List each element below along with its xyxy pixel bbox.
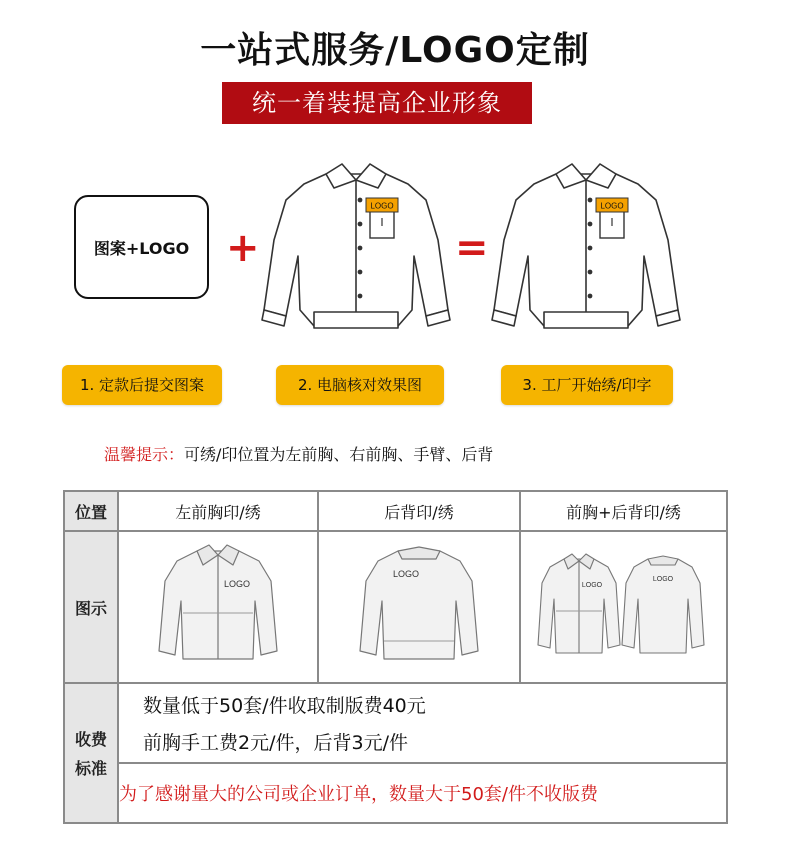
fee-label-line1: 收费 [74, 730, 107, 749]
finished-shirt-illustration [486, 160, 686, 332]
reminder-text [104, 442, 493, 465]
pattern-box-label: 图案+LOGO [93, 238, 190, 258]
jacket-logo-text: LOGO [223, 579, 251, 589]
jacket-logo-text: LOGO [392, 569, 420, 579]
header-left-chest: 左前胸印/绣 [118, 491, 318, 531]
jacket-logo-text: LOGO [581, 582, 602, 589]
chest-and-back-jacket-cell [520, 531, 727, 683]
jacket-logo-text: LOGO [652, 576, 673, 583]
fee-label-line2: 标准 [74, 759, 107, 778]
step-2-badge: 2. 电脑核对效果图 [276, 365, 444, 405]
front-jacket-illustration [153, 541, 283, 669]
shirt-logo-text: LOGO [370, 201, 394, 211]
shirt-with-logo-illustration [256, 160, 456, 332]
header-back: 后背印/绣 [318, 491, 520, 531]
fee-note: 为了感谢量大的公司或企业订单，数量大于50套/件不收版费 [118, 763, 727, 823]
shirt-logo-text: LOGO [600, 201, 624, 211]
fee-details-cell [118, 683, 727, 763]
pattern-logo-box [74, 195, 209, 299]
plus-sign: + [226, 225, 260, 271]
fee-line-2: 前胸手工费2元/件，后背3元/件 [143, 732, 408, 754]
back-jacket-cell [318, 531, 520, 683]
fee-line-1: 数量低于50套/件收取制版费40元 [143, 695, 426, 717]
back-jacket-illustration [354, 541, 484, 669]
image-row-label: 图示 [64, 531, 118, 683]
reminder-label: 温馨提示： [104, 445, 185, 464]
table-note-row [64, 763, 727, 823]
table-fee-row [64, 683, 727, 763]
step-1-badge: 1. 定款后提交图案 [62, 365, 222, 405]
pricing-table [63, 490, 728, 824]
step-3-badge: 3. 工厂开始绣/印字 [501, 365, 673, 405]
front-and-back-jacket-illustration [534, 549, 714, 661]
reminder-body: 可绣/印位置为左前胸、右前胸、手臂、后背 [184, 445, 494, 464]
fee-row-label [64, 683, 118, 823]
left-chest-jacket-cell [118, 531, 318, 683]
table-header-row [64, 491, 727, 531]
table-image-row [64, 531, 727, 683]
header-position: 位置 [64, 491, 118, 531]
header-chest-and-back: 前胸+后背印/绣 [520, 491, 727, 531]
subtitle-banner: 统一着装提高企业形象 [222, 82, 532, 124]
page-title: 一站式服务/LOGO定制 [200, 30, 590, 71]
equals-sign: = [455, 225, 489, 271]
